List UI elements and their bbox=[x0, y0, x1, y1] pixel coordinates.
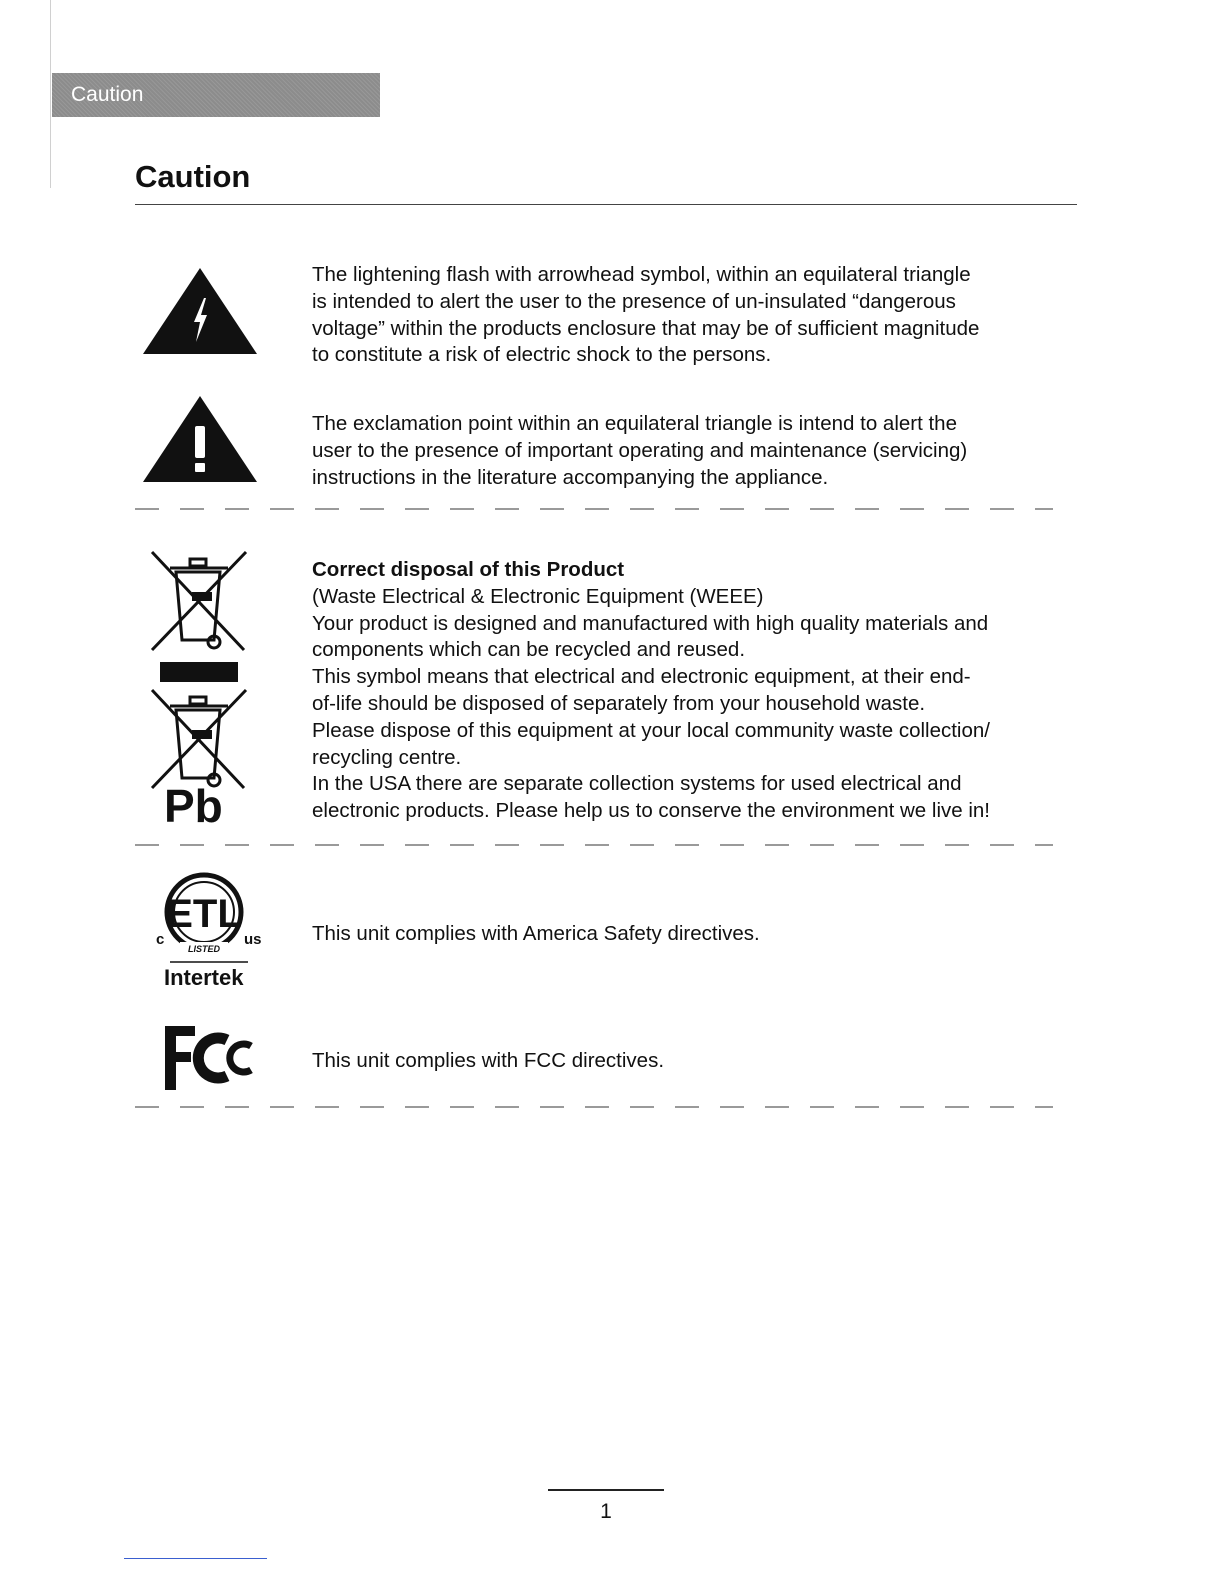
disposal-line: recycling centre. bbox=[312, 745, 462, 769]
section-tab: Caution bbox=[52, 73, 380, 117]
section-divider bbox=[135, 1106, 1053, 1108]
etl-line: This unit complies with America Safety directives. bbox=[312, 922, 760, 945]
disposal-description bbox=[312, 557, 990, 825]
svg-text:ETL: ETL bbox=[166, 892, 242, 936]
title-underline bbox=[135, 204, 1077, 205]
logo-c: c bbox=[156, 931, 165, 948]
disposal-line: Your product is designed and manufactured with high quality materials and bbox=[312, 611, 989, 635]
logo-us: us bbox=[244, 931, 262, 948]
exclamation-line: user to the presence of important operating and maintenance (servicing) bbox=[312, 438, 968, 462]
lightning-warning-icon bbox=[143, 268, 257, 354]
fcc-logo bbox=[165, 1026, 257, 1090]
etl-description bbox=[312, 921, 760, 948]
logo-listed: LISTED bbox=[187, 944, 221, 954]
fcc-description bbox=[312, 1048, 664, 1075]
intertek-brand: Intertek bbox=[164, 965, 244, 990]
fcc-line: This unit complies with FCC directives. bbox=[312, 1049, 665, 1072]
exclamation-warning-icon bbox=[143, 396, 257, 482]
lightning-line: voltage” within the products enclosure that may be of sufficient magnitude bbox=[312, 316, 980, 340]
disposal-line: of-life should be disposed of separately from your household waste. bbox=[312, 691, 926, 715]
disposal-heading: Correct disposal of this Product bbox=[312, 558, 625, 581]
disposal-line: electronic products. Please help us to conserve the environment we live in! bbox=[312, 799, 991, 823]
exclamation-line: The exclamation point within an equilateral triangle is intend to alert the bbox=[312, 412, 957, 435]
disposal-line: (Waste Electrical & Electronic Equipment (WEEE) bbox=[312, 584, 764, 608]
disposal-line: In the USA there are separate collection systems for used electrical and bbox=[312, 772, 962, 796]
crossed-bin-icon bbox=[148, 550, 248, 654]
lightning-line: is intended to alert the user to the presence of un-insulated “dangerous bbox=[312, 289, 956, 313]
disposal-line: Please dispose of this equipment at your local community waste collection/ bbox=[312, 718, 990, 742]
page-number-rule bbox=[548, 1489, 664, 1491]
crossed-bin-pb-icon bbox=[148, 688, 248, 792]
section-divider bbox=[135, 508, 1053, 510]
lightning-description bbox=[312, 262, 979, 369]
footer-link-underline bbox=[124, 1558, 267, 1559]
page-title: Caution bbox=[135, 159, 251, 194]
etl-listed-logo bbox=[152, 872, 270, 968]
margin-rule bbox=[50, 0, 51, 188]
exclamation-description bbox=[312, 411, 967, 491]
disposal-line: components which can be recycled and reused. bbox=[312, 638, 746, 662]
disposal-line: This symbol means that electrical and electronic equipment, at their end- bbox=[312, 665, 971, 689]
page-number: 1 bbox=[600, 1500, 612, 1523]
exclamation-line: instructions in the literature accompanying the appliance. bbox=[312, 465, 829, 489]
lightning-line: to constitute a risk of electric shock to the persons. bbox=[312, 343, 772, 367]
pb-label: Pb bbox=[164, 780, 223, 832]
section-divider bbox=[135, 844, 1053, 846]
lightning-line: The lightening flash with arrowhead symbol, within an equilateral triangle bbox=[312, 263, 971, 286]
black-bar bbox=[160, 662, 238, 682]
